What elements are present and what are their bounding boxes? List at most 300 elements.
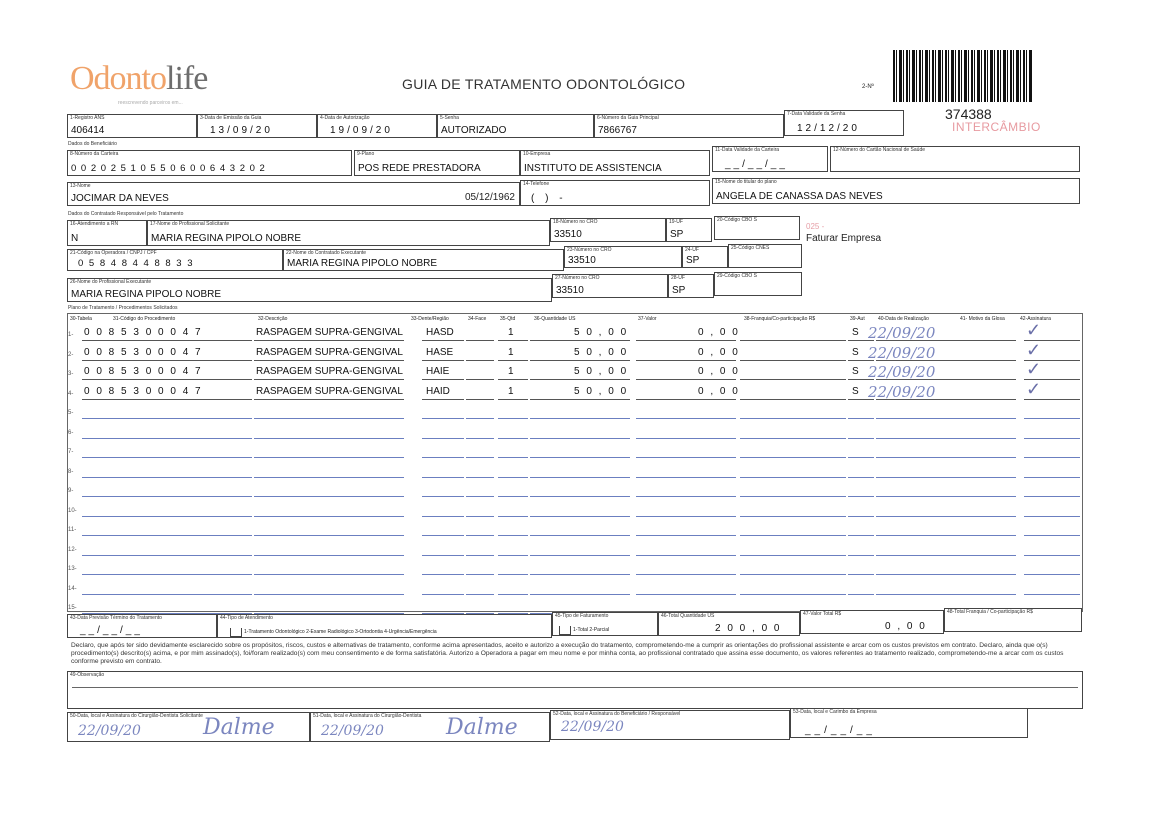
row-cell[interactable] bbox=[82, 527, 252, 536]
row-cell[interactable] bbox=[636, 430, 736, 439]
row-cell[interactable] bbox=[466, 469, 494, 478]
total-us-value: 2 0 0 , 0 0 bbox=[715, 623, 782, 634]
row-cell[interactable] bbox=[1024, 547, 1080, 556]
row-cell[interactable] bbox=[530, 547, 630, 556]
row-cell[interactable] bbox=[848, 469, 874, 478]
row-number: 4- bbox=[68, 390, 74, 397]
row-cell[interactable] bbox=[498, 605, 528, 614]
row-number: 9- bbox=[68, 488, 74, 494]
prof-exec-label: 26-Nome do Profissional Executante bbox=[70, 279, 152, 285]
sig50-label: 50-Data, local e Assinatura do Cirurgião-Dentista Solicitante bbox=[70, 713, 203, 719]
table-row bbox=[68, 339, 1083, 364]
row-cell[interactable] bbox=[422, 410, 464, 419]
row-cell[interactable] bbox=[498, 586, 528, 595]
telefone-value: ( ) - bbox=[531, 193, 567, 204]
row-qtd: 1 bbox=[508, 385, 514, 397]
sig52-date: 22/09/20 bbox=[561, 719, 624, 735]
row-cell[interactable] bbox=[848, 508, 874, 517]
cbo-sol-field[interactable] bbox=[714, 216, 800, 240]
row-cell[interactable] bbox=[466, 488, 494, 497]
validade-carteira-field[interactable] bbox=[712, 146, 828, 172]
guia-principal-field[interactable] bbox=[594, 114, 784, 138]
row-qtd: 1 bbox=[508, 346, 514, 358]
barcode bbox=[893, 50, 1033, 102]
row-cell[interactable] bbox=[960, 332, 1016, 341]
row-cell[interactable] bbox=[422, 508, 464, 517]
row-cell[interactable] bbox=[1024, 430, 1080, 439]
section-beneficiario: Dados do Beneficiário bbox=[68, 141, 117, 147]
row-cell[interactable] bbox=[876, 586, 960, 595]
cnes-label: 25-Código CNES bbox=[731, 245, 770, 251]
row-cell[interactable] bbox=[82, 566, 252, 575]
row-cell[interactable] bbox=[960, 566, 1016, 575]
signature-mark-icon: ✓ bbox=[1026, 320, 1042, 341]
row-cell[interactable] bbox=[740, 488, 846, 497]
uf-sol-field[interactable] bbox=[666, 218, 712, 242]
table-row bbox=[68, 424, 1083, 442]
row-cell[interactable] bbox=[1024, 586, 1080, 595]
sig50-signature: Dalme bbox=[203, 715, 275, 740]
row-data-realizacao: 22/09/20 bbox=[868, 324, 936, 342]
row-cell[interactable] bbox=[498, 449, 528, 458]
row-cell[interactable] bbox=[876, 547, 960, 556]
col-franquia: 38-Franquia/Co-participação R$ bbox=[744, 316, 816, 322]
col-valor: 37-Valor bbox=[638, 316, 657, 322]
row-cell[interactable] bbox=[848, 547, 874, 556]
row-franquia: 0 , 0 0 bbox=[698, 327, 740, 338]
row-cell[interactable] bbox=[876, 566, 960, 575]
row-cell[interactable] bbox=[498, 430, 528, 439]
uf-exec-field[interactable] bbox=[682, 246, 728, 268]
row-cell[interactable] bbox=[498, 547, 528, 556]
registro-ans-label: 1-Registro ANS bbox=[70, 115, 105, 121]
row-cell[interactable] bbox=[254, 430, 404, 439]
tipo-faturamento-checkbox[interactable] bbox=[559, 626, 571, 635]
row-cell[interactable] bbox=[848, 586, 874, 595]
empresa-field[interactable] bbox=[520, 150, 710, 176]
row-us: 5 0 , 0 0 bbox=[574, 385, 629, 397]
contratado-exec-label: 22-Nome do Contratado Executante bbox=[286, 250, 367, 256]
row-cell[interactable] bbox=[1024, 449, 1080, 458]
row-cell[interactable] bbox=[876, 527, 960, 536]
row-cell[interactable] bbox=[82, 605, 252, 614]
cns-field[interactable] bbox=[830, 146, 1080, 172]
data-emissao-value: 13/09/20 bbox=[210, 125, 273, 136]
total-franquia-label: 48-Total Franquia / Co-participação R$ bbox=[947, 609, 1033, 615]
row-us: 5 0 , 0 0 bbox=[574, 346, 629, 358]
row-cell[interactable] bbox=[422, 547, 464, 556]
row-descricao: RASPAGEM SUPRA-GENGIVAL bbox=[256, 366, 403, 377]
table-row bbox=[68, 359, 1083, 383]
row-cell[interactable] bbox=[466, 566, 494, 575]
cbo-prof-field[interactable] bbox=[714, 272, 802, 296]
table-row bbox=[68, 463, 1083, 481]
row-qtd: 1 bbox=[508, 366, 514, 377]
row-cell[interactable] bbox=[530, 469, 630, 478]
data-autorizacao-field[interactable] bbox=[317, 114, 437, 138]
nome-label: 13-Nome bbox=[70, 183, 91, 189]
declaration-text: Declaro, que após ter sido devidamente esclarecido sobre os propósitos, riscos, custos e alternativas de tratamento, conforme acima apresentados, aceito e autorizo a execução do tratamento, comprometendo-me a cumprir as orientações do profissional assistente e arcar com os custos previstos em contrato. Declaro, ainda que o(s) procedimento(s) descrito(s) acima, e por mim assinado(s), foi/foram realizado(s) com meu consentimento e de forma satisfatória. Autorizo a Operadora a pagar em meu nome e por minha conta, ao profissional contratado que assina esse documento, os valores referentes ao tratamento realizado, comprometendo-me a arcar com os custos conforme previsto em contrato. bbox=[71, 642, 1064, 665]
sig53-field[interactable] bbox=[790, 708, 1028, 738]
tipo-faturamento-field[interactable] bbox=[552, 612, 658, 636]
row-cell[interactable] bbox=[636, 410, 736, 419]
col-tabela: 30-Tabela bbox=[70, 316, 92, 322]
row-cell[interactable] bbox=[1024, 527, 1080, 536]
table-row bbox=[68, 580, 1083, 598]
sig51-date: 22/09/20 bbox=[321, 723, 384, 739]
row-cell[interactable] bbox=[848, 488, 874, 497]
row-cell[interactable] bbox=[530, 527, 630, 536]
row-cell[interactable] bbox=[740, 352, 846, 361]
row-cell[interactable] bbox=[254, 547, 404, 556]
carteira-label: 8-Número da Carteira bbox=[70, 151, 119, 157]
row-cell[interactable] bbox=[466, 449, 494, 458]
codigo-operadora-field[interactable] bbox=[67, 249, 283, 271]
plano-label: 9-Plano bbox=[357, 151, 375, 157]
row-cell[interactable] bbox=[254, 469, 404, 478]
row-cell[interactable] bbox=[82, 469, 252, 478]
row-cell[interactable] bbox=[82, 430, 252, 439]
row-cell[interactable] bbox=[960, 508, 1016, 517]
row-cell[interactable] bbox=[1024, 508, 1080, 517]
row-cell[interactable] bbox=[530, 449, 630, 458]
row-cell[interactable] bbox=[82, 547, 252, 556]
data-autorizacao-label: 4-Data de Autorização bbox=[320, 115, 370, 121]
row-cell[interactable] bbox=[636, 566, 736, 575]
row-cell[interactable] bbox=[848, 410, 874, 419]
table-row bbox=[68, 560, 1083, 578]
row-number: 2- bbox=[68, 351, 74, 358]
row-cell[interactable] bbox=[740, 527, 846, 536]
row-cell[interactable] bbox=[1024, 488, 1080, 497]
row-cell[interactable] bbox=[960, 371, 1016, 380]
signature-mark-icon: ✓ bbox=[1026, 339, 1042, 361]
logo-tagline: reescrevendo parceiros em... bbox=[118, 100, 183, 106]
tipo-atendimento-checkbox[interactable] bbox=[230, 628, 242, 637]
validade-senha-label: 7-Data Validade da Senha bbox=[787, 111, 846, 117]
total-us-field[interactable] bbox=[658, 612, 800, 636]
row-descricao: RASPAGEM SUPRA-GENGIVAL bbox=[256, 327, 403, 338]
row-dente: HASE bbox=[426, 346, 454, 358]
titular-value: ANGELA DE CANASSA DAS NEVES bbox=[716, 191, 883, 202]
row-cell[interactable] bbox=[498, 488, 528, 497]
row-cell[interactable] bbox=[254, 566, 404, 575]
row-cell[interactable] bbox=[740, 449, 846, 458]
row-cell[interactable] bbox=[876, 410, 960, 419]
sig52-field[interactable] bbox=[550, 710, 790, 740]
row-cell[interactable] bbox=[422, 469, 464, 478]
row-cell[interactable] bbox=[422, 488, 464, 497]
row-cell[interactable] bbox=[82, 449, 252, 458]
carteira-field[interactable] bbox=[67, 150, 352, 176]
tipo-atendimento-field[interactable] bbox=[217, 614, 552, 638]
row-cell[interactable] bbox=[254, 449, 404, 458]
row-cell[interactable] bbox=[466, 547, 494, 556]
row-cell[interactable] bbox=[636, 488, 736, 497]
cnes-field[interactable] bbox=[728, 244, 802, 268]
row-cell[interactable] bbox=[530, 508, 630, 517]
row-descricao: RASPAGEM SUPRA-GENGIVAL bbox=[256, 346, 403, 358]
row-cell[interactable] bbox=[82, 488, 252, 497]
row-cell[interactable] bbox=[876, 430, 960, 439]
row-number: 7- bbox=[68, 449, 74, 455]
row-cell[interactable] bbox=[466, 332, 494, 341]
senha-value: AUTORIZADO bbox=[441, 125, 507, 136]
atendimento-rn-value: N bbox=[71, 233, 79, 244]
row-cell[interactable] bbox=[254, 605, 404, 614]
sig51-signature: Dalme bbox=[446, 715, 518, 740]
row-cell[interactable] bbox=[498, 508, 528, 517]
cro-exec-label: 23-Número no CRO bbox=[567, 247, 612, 253]
table-row bbox=[68, 320, 1083, 344]
tipo-faturamento-options: 1-Total 2-Parcial bbox=[573, 627, 610, 633]
row-cell[interactable] bbox=[530, 488, 630, 497]
row-cell[interactable] bbox=[636, 449, 736, 458]
row-cell[interactable] bbox=[422, 566, 464, 575]
row-codigo: 0 0 8 5 3 0 0 0 4 7 bbox=[84, 385, 203, 397]
section-contratado: Dados do Contratado Responsável pelo Tratamento bbox=[68, 211, 184, 217]
row-cell[interactable] bbox=[876, 508, 960, 517]
row-cell[interactable] bbox=[82, 410, 252, 419]
row-cell[interactable] bbox=[740, 332, 846, 341]
row-cell[interactable] bbox=[960, 586, 1016, 595]
sig50-field[interactable] bbox=[67, 712, 310, 742]
registro-ans-field[interactable] bbox=[67, 114, 197, 138]
cro-exec-field[interactable] bbox=[564, 246, 682, 268]
telefone-field[interactable] bbox=[520, 180, 710, 206]
row-data-realizacao: 22/09/20 bbox=[868, 363, 936, 381]
codigo-operadora-value: 0 5 8 4 8 4 4 8 8 3 3 bbox=[78, 258, 195, 269]
row-cell[interactable] bbox=[636, 508, 736, 517]
data-emissao-field[interactable] bbox=[197, 114, 317, 138]
row-cell[interactable] bbox=[466, 430, 494, 439]
signature-mark-icon: ✓ bbox=[1026, 359, 1042, 380]
contratado-exec-value: MARIA REGINA PIPOLO NOBRE bbox=[287, 258, 438, 269]
row-cell[interactable] bbox=[960, 488, 1016, 497]
row-cell[interactable] bbox=[422, 586, 464, 595]
uf-exec-value: SP bbox=[686, 255, 700, 266]
row-cell[interactable] bbox=[530, 566, 630, 575]
row-cell[interactable] bbox=[254, 508, 404, 517]
row-cell[interactable] bbox=[82, 586, 252, 595]
contratado-exec-field[interactable] bbox=[283, 249, 564, 271]
tipo-atendimento-options: 1-Tratamento Odontológico 2-Exame Radiológico 3-Ortodontia 4-Urgência/Emergência bbox=[244, 629, 437, 635]
faturar-code: 025 - bbox=[806, 222, 825, 231]
prof-exec-field[interactable] bbox=[67, 278, 552, 302]
row-cell[interactable] bbox=[636, 547, 736, 556]
uf-prof-label: 28-UF bbox=[671, 275, 685, 281]
guide-number: 374388 bbox=[945, 106, 992, 122]
logo bbox=[70, 60, 207, 98]
cro-prof-label: 27-Número no CRO bbox=[555, 275, 600, 281]
row-cell[interactable] bbox=[466, 410, 494, 419]
row-aut: S bbox=[852, 366, 859, 377]
row-cell[interactable] bbox=[960, 430, 1016, 439]
row-cell[interactable] bbox=[1024, 469, 1080, 478]
cro-prof-field[interactable] bbox=[552, 274, 668, 298]
row-cell[interactable] bbox=[254, 488, 404, 497]
row-cell[interactable] bbox=[740, 547, 846, 556]
prof-exec-value: MARIA REGINA PIPOLO NOBRE bbox=[71, 289, 222, 300]
row-franquia: 0 , 0 0 bbox=[698, 366, 740, 377]
validade-carteira-value: __/__/__ bbox=[725, 159, 788, 170]
row-cell[interactable] bbox=[848, 430, 874, 439]
valor-total-value: 0 , 0 0 bbox=[885, 621, 927, 632]
row-cell[interactable] bbox=[960, 449, 1016, 458]
row-cell[interactable] bbox=[466, 508, 494, 517]
row-cell[interactable] bbox=[1024, 566, 1080, 575]
row-cell[interactable] bbox=[1024, 410, 1080, 419]
nascimento-value: 05/12/1962 bbox=[464, 192, 515, 203]
row-number: 15- bbox=[68, 605, 77, 611]
row-cell[interactable] bbox=[740, 430, 846, 439]
row-cell[interactable] bbox=[876, 449, 960, 458]
row-cell[interactable] bbox=[82, 508, 252, 517]
row-cell[interactable] bbox=[848, 527, 874, 536]
row-cell[interactable] bbox=[422, 430, 464, 439]
row-cell[interactable] bbox=[530, 410, 630, 419]
total-franquia-field[interactable] bbox=[944, 608, 1082, 632]
validade-carteira-label: 11-Data Validade da Carteira bbox=[715, 147, 780, 153]
copy-number-label: 2-Nº bbox=[862, 84, 874, 90]
col-realizacao: 40-Data de Realização bbox=[878, 316, 929, 322]
uf-exec-label: 24-UF bbox=[685, 247, 699, 253]
row-cell[interactable] bbox=[876, 488, 960, 497]
tipo-faturamento-label: 45-Tipo de Faturamento bbox=[555, 613, 609, 619]
row-cell[interactable] bbox=[636, 527, 736, 536]
row-aut: S bbox=[852, 327, 859, 338]
row-cell[interactable] bbox=[636, 586, 736, 595]
row-number: 12- bbox=[68, 546, 77, 553]
row-cell[interactable] bbox=[960, 469, 1016, 478]
codigo-operadora-label: 21-Código na Operadora / CNPJ / CPF bbox=[70, 250, 157, 256]
atendimento-rn-label: 16-Atendimento a RN bbox=[70, 221, 119, 227]
row-cell[interactable] bbox=[498, 469, 528, 478]
row-cell[interactable] bbox=[254, 586, 404, 595]
guia-principal-value: 7866767 bbox=[598, 125, 637, 136]
row-cell[interactable] bbox=[498, 566, 528, 575]
row-cell[interactable] bbox=[960, 527, 1016, 536]
row-cell[interactable] bbox=[740, 586, 846, 595]
observacao-field[interactable] bbox=[67, 671, 1083, 709]
row-cell[interactable] bbox=[466, 352, 494, 361]
table-row bbox=[68, 521, 1083, 539]
row-cell[interactable] bbox=[466, 527, 494, 536]
row-cell[interactable] bbox=[530, 430, 630, 439]
row-cell[interactable] bbox=[498, 410, 528, 419]
prof-solicitante-field[interactable] bbox=[147, 220, 550, 246]
row-codigo: 0 0 8 5 3 0 0 0 4 7 bbox=[84, 346, 203, 358]
prof-solicitante-value: MARIA REGINA PIPOLO NOBRE bbox=[151, 233, 302, 244]
cbo-sol-label: 20-Código CBO S bbox=[717, 217, 758, 223]
logo-text-a: Odonto bbox=[70, 60, 166, 97]
cro-sol-field[interactable] bbox=[550, 218, 666, 242]
row-cell[interactable] bbox=[498, 527, 528, 536]
row-cell[interactable] bbox=[740, 391, 846, 400]
row-number: 6- bbox=[68, 429, 74, 436]
row-cell[interactable] bbox=[740, 410, 846, 419]
row-number: 1- bbox=[68, 332, 74, 338]
cbo-prof-label: 29-Código CBO S bbox=[717, 273, 758, 279]
row-cell[interactable] bbox=[740, 508, 846, 517]
sig51-field[interactable] bbox=[310, 712, 550, 742]
row-number: 10- bbox=[68, 507, 77, 514]
row-us: 5 0 , 0 0 bbox=[574, 366, 629, 377]
table-row bbox=[68, 378, 1083, 403]
col-dente: 33-Dente/Região bbox=[411, 316, 449, 322]
row-cell[interactable] bbox=[422, 605, 464, 614]
row-cell[interactable] bbox=[848, 449, 874, 458]
senha-field[interactable] bbox=[437, 114, 594, 138]
row-cell[interactable] bbox=[530, 586, 630, 595]
sig53-value: __/__/__ bbox=[805, 725, 876, 736]
col-qtd: 35-Qtd bbox=[500, 316, 516, 322]
row-dente: HAIE bbox=[426, 366, 450, 377]
faturar-empresa: Faturar Empresa bbox=[806, 233, 882, 244]
row-cell[interactable] bbox=[422, 449, 464, 458]
col-codigo: 31-Código do Procedimento bbox=[113, 316, 176, 322]
row-cell[interactable] bbox=[960, 391, 1016, 400]
row-cell[interactable] bbox=[740, 566, 846, 575]
nome-field[interactable] bbox=[67, 182, 520, 206]
row-cell[interactable] bbox=[254, 527, 404, 536]
cro-prof-value: 33510 bbox=[556, 285, 584, 296]
titular-field[interactable] bbox=[712, 178, 1080, 204]
row-us: 5 0 , 0 0 bbox=[574, 327, 629, 338]
row-cell[interactable] bbox=[740, 469, 846, 478]
validade-senha-field[interactable] bbox=[784, 110, 904, 136]
row-dente: HAID bbox=[426, 385, 450, 397]
row-cell[interactable] bbox=[876, 469, 960, 478]
row-cell[interactable] bbox=[254, 410, 404, 419]
uf-sol-label: 19-UF bbox=[669, 219, 683, 225]
uf-prof-field[interactable] bbox=[668, 274, 714, 298]
row-number: 14- bbox=[68, 585, 77, 592]
row-cell[interactable] bbox=[960, 352, 1016, 361]
registro-ans-value: 406414 bbox=[71, 125, 105, 136]
row-codigo: 0 0 8 5 3 0 0 0 4 7 bbox=[84, 327, 203, 338]
row-cell[interactable] bbox=[466, 371, 494, 380]
row-cell[interactable] bbox=[848, 566, 874, 575]
guia-principal-label: 6-Número da Guia Principal bbox=[597, 115, 659, 121]
row-franquia: 0 , 0 0 bbox=[698, 385, 740, 397]
sig51-label: 51-Data, local e Assinatura do Cirurgião-Dentista bbox=[313, 713, 422, 719]
empresa-value: INSTITUTO DE ASSISTENCIA bbox=[524, 163, 662, 174]
plano-field[interactable] bbox=[354, 150, 520, 176]
row-cell[interactable] bbox=[636, 469, 736, 478]
carteira-value: 0 0 2 0 2 5 1 0 5 5 0 6 0 0 6 4 3 2 0 2 bbox=[71, 163, 266, 174]
valor-total-field[interactable] bbox=[800, 610, 944, 634]
total-us-label: 46-Total Quantidade US bbox=[661, 613, 715, 619]
plano-value: POS REDE PRESTADORA bbox=[358, 163, 481, 174]
row-cell[interactable] bbox=[960, 547, 1016, 556]
logo-text-b: life bbox=[166, 60, 208, 97]
row-cell[interactable] bbox=[960, 410, 1016, 419]
atendimento-rn-field[interactable] bbox=[67, 220, 147, 246]
row-cell[interactable] bbox=[466, 605, 494, 614]
row-number: 11- bbox=[68, 527, 77, 533]
col-assinatura: 42-Assinatura bbox=[1020, 316, 1051, 322]
row-cell[interactable] bbox=[466, 586, 494, 595]
cns-label: 12-Número do Cartão Nacional de Saúde bbox=[833, 147, 925, 153]
row-cell[interactable] bbox=[466, 391, 494, 400]
row-cell[interactable] bbox=[740, 371, 846, 380]
col-us: 36-Quantidade US bbox=[534, 316, 576, 322]
previsao-field[interactable] bbox=[67, 614, 217, 638]
row-cell[interactable] bbox=[422, 527, 464, 536]
row-data-realizacao: 22/09/20 bbox=[868, 382, 936, 401]
table-row bbox=[68, 541, 1083, 559]
